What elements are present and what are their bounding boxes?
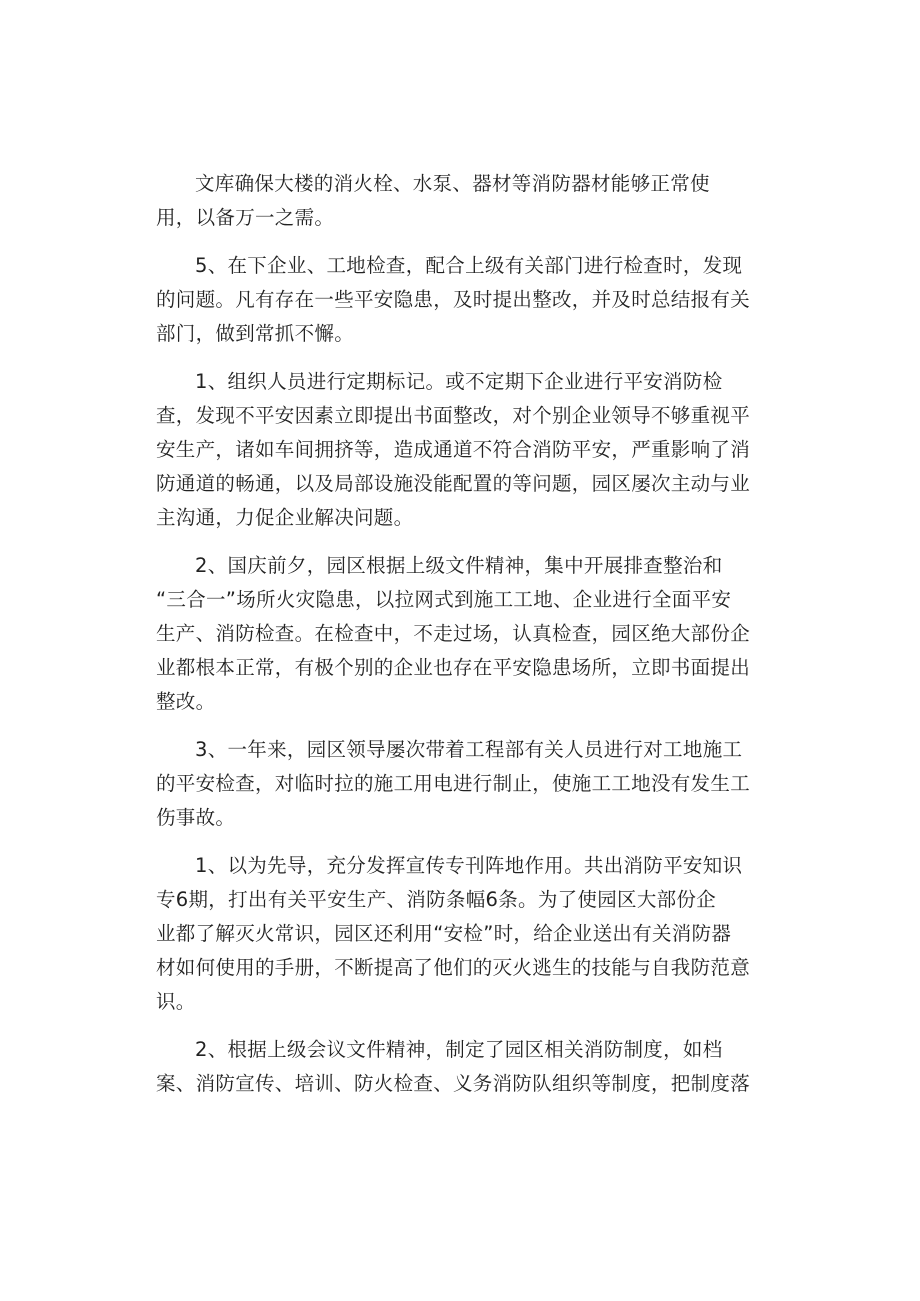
paragraph-3 bbox=[156, 365, 760, 535]
paragraph-2 bbox=[156, 249, 760, 351]
paragraph-line: 伤事故。 bbox=[156, 806, 236, 829]
paragraph-line: 识。 bbox=[156, 990, 196, 1013]
paragraph-line: 部门，做到常抓不懈。 bbox=[156, 322, 355, 345]
paragraph-line: 主沟通，力促企业解决问题。 bbox=[156, 506, 414, 529]
paragraph-7 bbox=[156, 1033, 760, 1101]
paragraph-line: 5、在下企业、工地检查，配合上级有关部门进行检查时，发现 bbox=[195, 254, 743, 277]
paragraph-line: 整改。 bbox=[156, 690, 216, 713]
paragraph-line: 业都了解灭火常识，园区还利用“安检”时，给企业送出有关消防器 bbox=[156, 922, 732, 945]
paragraph-5 bbox=[156, 733, 760, 835]
paragraph-line: 的平安检查，对临时拉的施工用电进行制止，使施工工地没有发生工 bbox=[156, 772, 751, 795]
paragraph-line: 安生产，诸如车间拥挤等，造成通道不符合消防平安，严重影响了消 bbox=[156, 438, 751, 461]
paragraph-1 bbox=[156, 167, 760, 235]
document-body bbox=[156, 167, 760, 1115]
paragraph-line: 查，发现不平安因素立即提出书面整改，对个别企业领导不够重视平 bbox=[156, 404, 751, 427]
paragraph-line: 生产、消防检查。在检查中，不走过场，认真检查，园区绝大部份企 bbox=[156, 622, 751, 645]
paragraph-line: 案、消防宣传、培训、防火检查、义务消防队组织等制度，把制度落 bbox=[156, 1072, 751, 1095]
paragraph-line: 专6期，打出有关平安生产、消防条幅6条。为了使园区大部份企 bbox=[156, 888, 717, 911]
paragraph-line: 1、以为先导，充分发挥宣传专刊阵地作用。共出消防平安知识 bbox=[195, 854, 743, 877]
paragraph-line: 用，以备万一之需。 bbox=[156, 206, 335, 229]
paragraph-line: 2、根据上级会议文件精神，制定了园区相关消防制度，如档 bbox=[195, 1038, 723, 1061]
paragraph-line: 1、组织人员进行定期标记。或不定期下企业进行平安消防检 bbox=[195, 370, 723, 393]
paragraph-line: 业都根本正常，有极个别的企业也存在平安隐患场所，立即书面提出 bbox=[156, 656, 751, 679]
paragraph-line: 防通道的畅通，以及局部设施没能配置的等问题，园区屡次主动与业 bbox=[156, 472, 751, 495]
paragraph-line: 的问题。凡有存在一些平安隐患，及时提出整改，并及时总结报有关 bbox=[156, 288, 751, 311]
paragraph-line: 材如何使用的手册，不断提高了他们的灭火逃生的技能与自我防范意 bbox=[156, 956, 751, 979]
paragraph-6 bbox=[156, 849, 760, 1019]
paragraph-line: 3、一年来，园区领导屡次带着工程部有关人员进行对工地施工 bbox=[195, 738, 743, 761]
paragraph-line: 2、国庆前夕，园区根据上级文件精神，集中开展排查整治和 bbox=[195, 554, 723, 577]
paragraph-line: “三合一”场所火灾隐患，以拉网式到施工工地、企业进行全面平安 bbox=[156, 588, 732, 611]
paragraph-line: 文库确保大楼的消火栓、水泵、器材等消防器材能够正常使 bbox=[195, 172, 710, 195]
paragraph-4 bbox=[156, 549, 760, 719]
